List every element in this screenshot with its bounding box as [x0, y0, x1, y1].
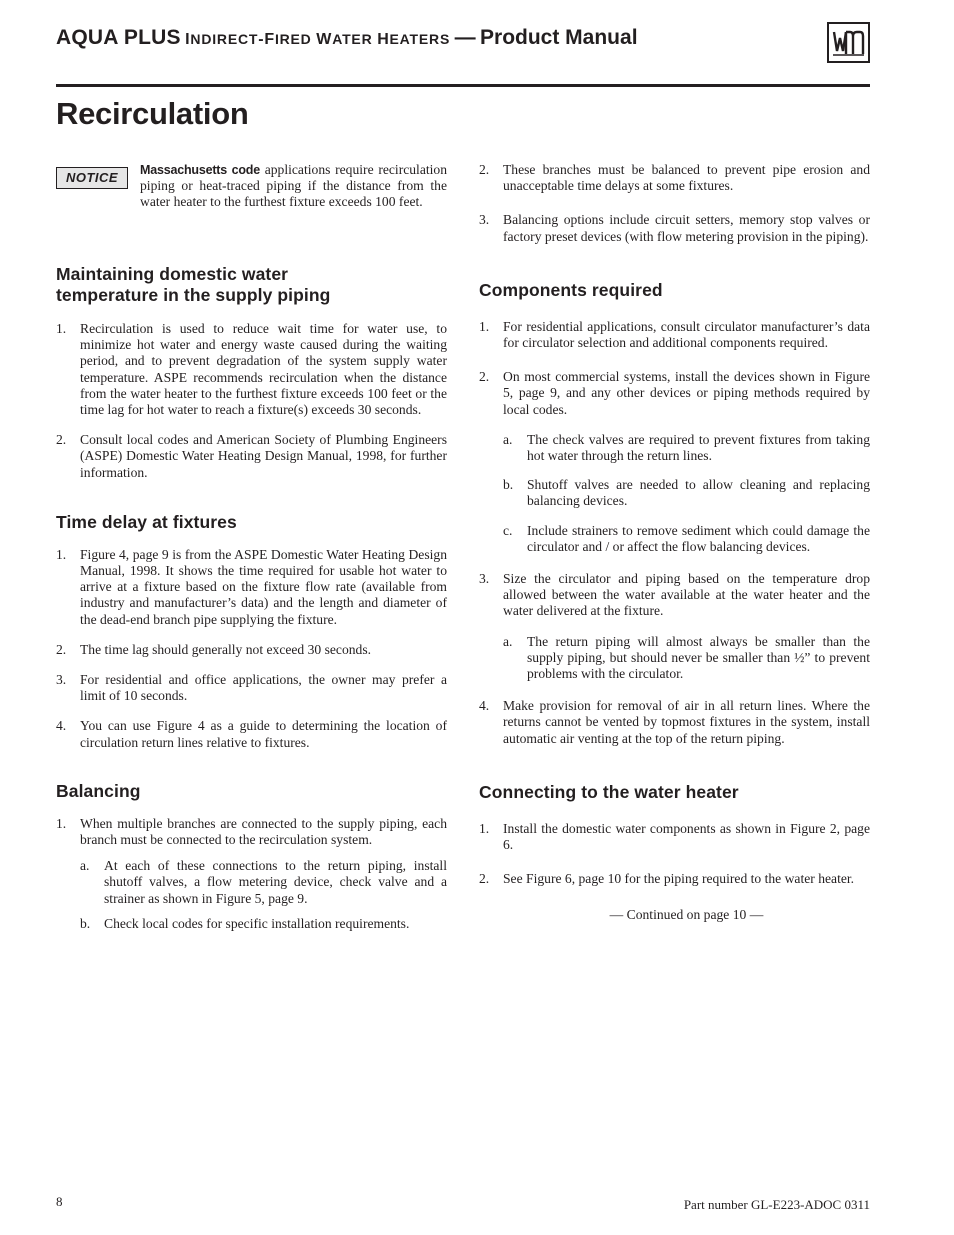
balancing-continued-list: [479, 162, 870, 245]
time-delay-list: [56, 547, 447, 751]
list-item: 2. See Figure 6, page 10 for the piping required to the water heater.: [479, 871, 855, 887]
notice-lead: Massachusetts code: [140, 163, 260, 177]
heading-connecting: Connecting to the water heater: [479, 781, 739, 802]
heading-components: Components required: [479, 279, 663, 300]
header-dash: —: [454, 26, 476, 49]
header-title: [56, 26, 638, 50]
sub-list-item: b. Check local codes for specific installation requirements.: [80, 915, 410, 931]
sub-list-item: a. At each of these connections to the return piping, install shutoff valves, a flow metering device, check valve and a strainer as shown in Figure 5, page 9.: [80, 858, 447, 906]
list-item: 2. On most commercial systems, install the devices shown in Figure 5, page 9, and any other devices or piping methods required by local codes.: [479, 369, 870, 417]
continued-note: — Continued on page 10 —: [609, 907, 764, 923]
heading-balancing: Balancing: [56, 780, 141, 801]
list-item: 3. Size the circulator and piping based on the temperature drop allowed between the water available at the water heater and the water delivered at the fixture.: [479, 571, 870, 619]
notice-badge: NOTICE: [56, 167, 128, 189]
maintaining-list: [56, 321, 447, 481]
heading-maintaining: Maintaining domestic water temperature in the supply piping: [56, 264, 331, 305]
footer-page-number: 8: [56, 1194, 63, 1209]
list-item: 4. Make provision for removal of air in all return lines. Where the returns cannot be vented by topmost fixtures in the system, install automatic air venting at the top of the return piping.: [479, 698, 870, 746]
page-title: Recirculation: [56, 96, 249, 131]
list-item: 2. The time lag should generally not exceed 30 seconds.: [56, 641, 372, 657]
list-item: 4. You can use Figure 4 as a guide to determining the location of circulation return lines relative to fixtures.: [56, 718, 447, 750]
logo-mark-icon: [829, 24, 868, 61]
notice-body: applications require recirculation piping or heat-traced piping if the distance from the water heater to the furthest fixture exceeds 100 feet.: [140, 162, 448, 210]
list-item: 2. Consult local codes and American Society of Plumbing Engineers (ASPE) Domestic Water Heating Design Manual, 1998, for further information.: [56, 432, 447, 480]
page-header: [56, 22, 870, 88]
header-manual-label: Product Manual: [480, 26, 638, 49]
components-sublist-3: [503, 634, 870, 683]
sub-list-item: b. Shutoff valves are needed to allow cleaning and replacing balancing devices.: [503, 477, 870, 509]
list-item: 1. When multiple branches are connected to the supply piping, each branch must be connected to the recirculation system.: [56, 815, 447, 848]
list-item: 3. Balancing options include circuit setters, memory stop valves or factory preset devices (with flow metering provision in the piping).: [479, 212, 870, 244]
components-list-3: [479, 571, 870, 620]
balancing-list: [56, 816, 447, 848]
list-item: 3. For residential and office applications, the owner may prefer a limit of 10 seconds.: [56, 672, 447, 704]
notice-block: [56, 162, 447, 248]
components-list: [479, 319, 870, 418]
list-item: 1. Install the domestic water components as shown in Figure 2, page 6.: [479, 820, 870, 853]
components-list-4: [479, 698, 870, 747]
header-subtitle: INDIRECT-FIRED WATER HEATERS: [185, 31, 451, 48]
list-item: 1. Figure 4, page 9 is from the ASPE Domestic Water Heating Design Manual, 1998. It shows the time required for usable hot water to arrive at a fixture based on the fixture flow rate (available from industry and manufacturer’s data) and the length and diameter of the dead-end branch pipe supplying the fixture.: [56, 546, 447, 627]
left-column: [56, 162, 447, 932]
components-sublist-2: [503, 432, 870, 555]
brand-name: AQUA PLUS: [56, 26, 181, 49]
balancing-sublist: [80, 858, 447, 932]
sub-list-item: a. The check valves are required to prevent fixtures from taking hot water through the return lines.: [503, 431, 870, 464]
list-item: 1. For residential applications, consult circulator manufacturer’s data for circulator selection and additional components required.: [479, 318, 870, 351]
weil-mclain-logo-icon: [827, 22, 870, 63]
right-column: [479, 162, 870, 924]
list-item: 2. These branches must be balanced to prevent pipe erosion and unacceptable time delays at some fixtures.: [479, 162, 870, 194]
list-item: 1. Recirculation is used to reduce wait time for water use, to minimize hot water and energy waste caused during the waiting period, and to prevent degradation of the system supply water temperature. ASPE recommends recirculation when the distance from the water heater to the furthest fixture exceeds 100 feet or the time lag for hot water to reach a fixture(s) exceeds 30 seconds.: [56, 321, 447, 418]
notice-text: [140, 162, 447, 211]
sub-list-item: a. The return piping will almost always be smaller than the supply piping, but should never be smaller than ½” to prevent problems with the circulator.: [503, 633, 870, 682]
footer-part-number: Part number GL-E223-ADOC 0311: [683, 1197, 870, 1212]
heading-time-delay: Time delay at fixtures: [56, 511, 237, 532]
sub-list-item: c. Include strainers to remove sediment which could damage the circulator and / or affect the flow balancing devices.: [503, 522, 870, 554]
connecting-list: [479, 821, 870, 888]
header-rule: [56, 84, 870, 87]
